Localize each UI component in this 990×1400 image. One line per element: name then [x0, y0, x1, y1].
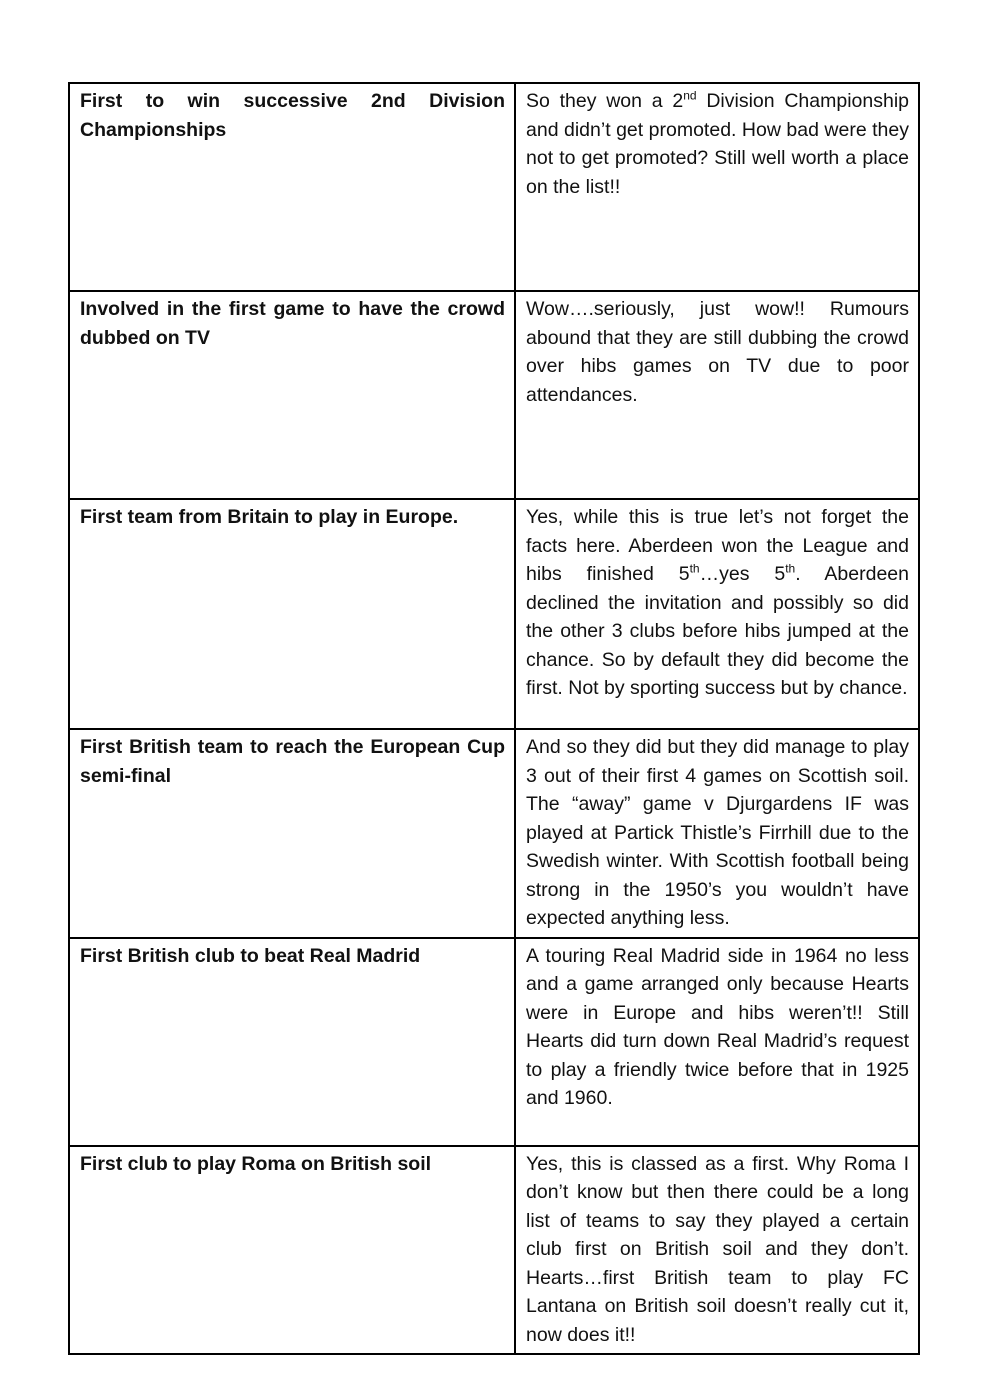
rebuttal-text: …yes 5 [699, 563, 786, 585]
rebuttal-text: Yes, while this is true let’s not forget the facts here. Aberdeen won the League and hibs finished 5 [526, 506, 909, 585]
ordinal-suffix: th [689, 561, 700, 576]
rebuttal-cell [515, 83, 919, 291]
rebuttal-cell: Wow….seriously, just wow!! Rumours abound that they are still dubbing the crowd over hibs games on TV due to poor attendances. [515, 291, 919, 499]
claim-cell: First British club to beat Real Madrid [69, 938, 515, 1146]
table-row [69, 83, 919, 291]
claim-cell: First British team to reach the European Cup semi-final [69, 729, 515, 938]
facts-table [68, 82, 920, 1355]
ordinal-suffix: th [785, 561, 796, 576]
claim-cell: Involved in the first game to have the crowd dubbed on TV [69, 291, 515, 499]
rebuttal-text: . Aberdeen declined the invitation and possibly so did the other 3 clubs before hibs jumped at the chance. So by default they did become the first. Not by sporting success but by chance. [526, 563, 909, 699]
claim-cell: First team from Britain to play in Europe. [69, 499, 515, 729]
table-row [69, 1146, 919, 1355]
rebuttal-cell [515, 499, 919, 729]
rebuttal-text: Division Championship and didn’t get promoted. How bad were they not to get promoted? Still well worth a place on the list!! [526, 90, 909, 198]
table-row [69, 291, 919, 499]
rebuttal-text: So they won a 2 [526, 90, 684, 112]
claim-cell: First club to play Roma on British soil [69, 1146, 515, 1355]
rebuttal-cell: A touring Real Madrid side in 1964 no less and a game arranged only because Hearts were in Europe and hibs weren’t!! Still Hearts did turn down Real Madrid’s request to play a friendly twice before that in 1925 and 1960. [515, 938, 919, 1146]
table-row [69, 938, 919, 1146]
claim-cell: First to win successive 2nd Division Championships [69, 83, 515, 291]
rebuttal-cell: And so they did but they did manage to play 3 out of their first 4 games on Scottish soil. The “away” game v Djurgardens IF was played at Partick Thistle’s Firrhill due to the Swedish winter. With Scottish football being strong in the 1950’s you wouldn’t have expected anything less. [515, 729, 919, 938]
table-row [69, 729, 919, 938]
rebuttal-cell: Yes, this is classed as a first. Why Roma I don’t know but then there could be a long list of teams to say they played a certain club first on British soil and they don’t. Hearts…first British team to play FC Lantana on British soil doesn’t really cut it, now does it!! [515, 1146, 919, 1355]
table-row [69, 499, 919, 729]
ordinal-suffix: nd [683, 88, 697, 103]
